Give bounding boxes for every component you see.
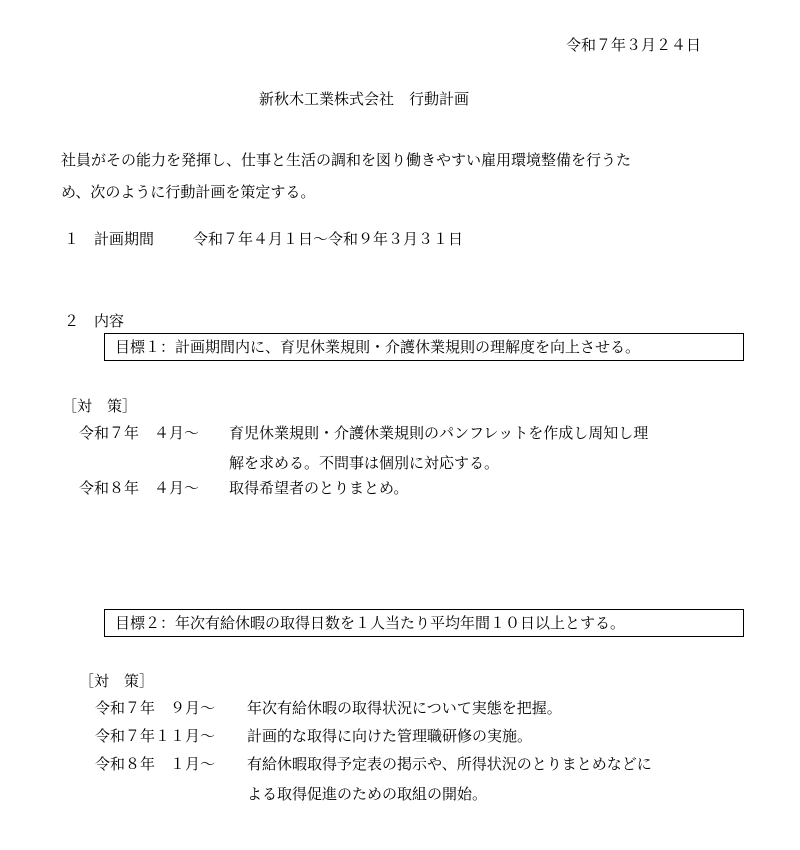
measure-period: 令和８年 １月～ bbox=[95, 755, 216, 773]
goal-1-box: 目標１：計画期間内に、育児休業規則・介護休業規則の理解度を向上させる。 bbox=[104, 333, 744, 361]
measures-heading: ［対 策］ bbox=[62, 397, 138, 415]
document-date: 令和７年３月２４日 bbox=[566, 36, 702, 54]
section-plan-period bbox=[64, 229, 463, 249]
section-number: ２ bbox=[64, 312, 80, 330]
measure-text: 年次有給休暇の取得状況について実態を把握。 bbox=[247, 699, 562, 717]
measure-item bbox=[79, 423, 649, 472]
measure-period: 令和７年 ９月～ bbox=[95, 699, 216, 717]
section-label: 内容 bbox=[94, 312, 125, 330]
measure-item bbox=[95, 726, 533, 746]
measure-text: 育児休業規則・介護休業規則のパンフレットを作成し周知し理 bbox=[229, 424, 649, 442]
section-contents bbox=[64, 311, 124, 331]
measures-heading: ［対 策］ bbox=[79, 672, 155, 690]
measure-text: 計画的な取得に向けた管理職研修の実施。 bbox=[247, 727, 533, 745]
intro-line: 社員がその能力を発揮し、仕事と生活の調和を図り働きやすい雇用環境整備を行うた bbox=[61, 151, 632, 169]
goal-2-box: 目標２：年次有給休暇の取得日数を１人当たり平均年間１０日以上とする。 bbox=[104, 609, 744, 637]
intro-line: め、次のように行動計画を策定する。 bbox=[61, 183, 316, 201]
plan-period-value: 令和７年４月１日～令和９年３月３１日 bbox=[193, 230, 464, 248]
measure-text: 取得希望者のとりまとめ。 bbox=[229, 479, 409, 497]
intro-paragraph bbox=[61, 144, 741, 208]
measure-text-continued: よる取得促進のための取組の開始。 bbox=[247, 785, 488, 803]
measure-text: 有給休暇取得予定表の掲示や、所得状況のとりまとめなどに bbox=[247, 755, 652, 773]
section-number: １ bbox=[64, 230, 80, 248]
measure-period: 令和７年１１月～ bbox=[95, 727, 216, 745]
measure-period: 令和８年 ４月～ bbox=[79, 479, 200, 497]
measure-item bbox=[95, 754, 652, 803]
measure-period: 令和７年 ４月～ bbox=[79, 424, 200, 442]
section-label: 計画期間 bbox=[94, 230, 155, 248]
measure-item bbox=[95, 698, 562, 718]
document-title: 新秋木工業株式会社 行動計画 bbox=[259, 90, 470, 108]
measure-text-continued: 解を求める。不問事は個別に対応する。 bbox=[229, 454, 500, 472]
measure-item bbox=[79, 478, 409, 498]
